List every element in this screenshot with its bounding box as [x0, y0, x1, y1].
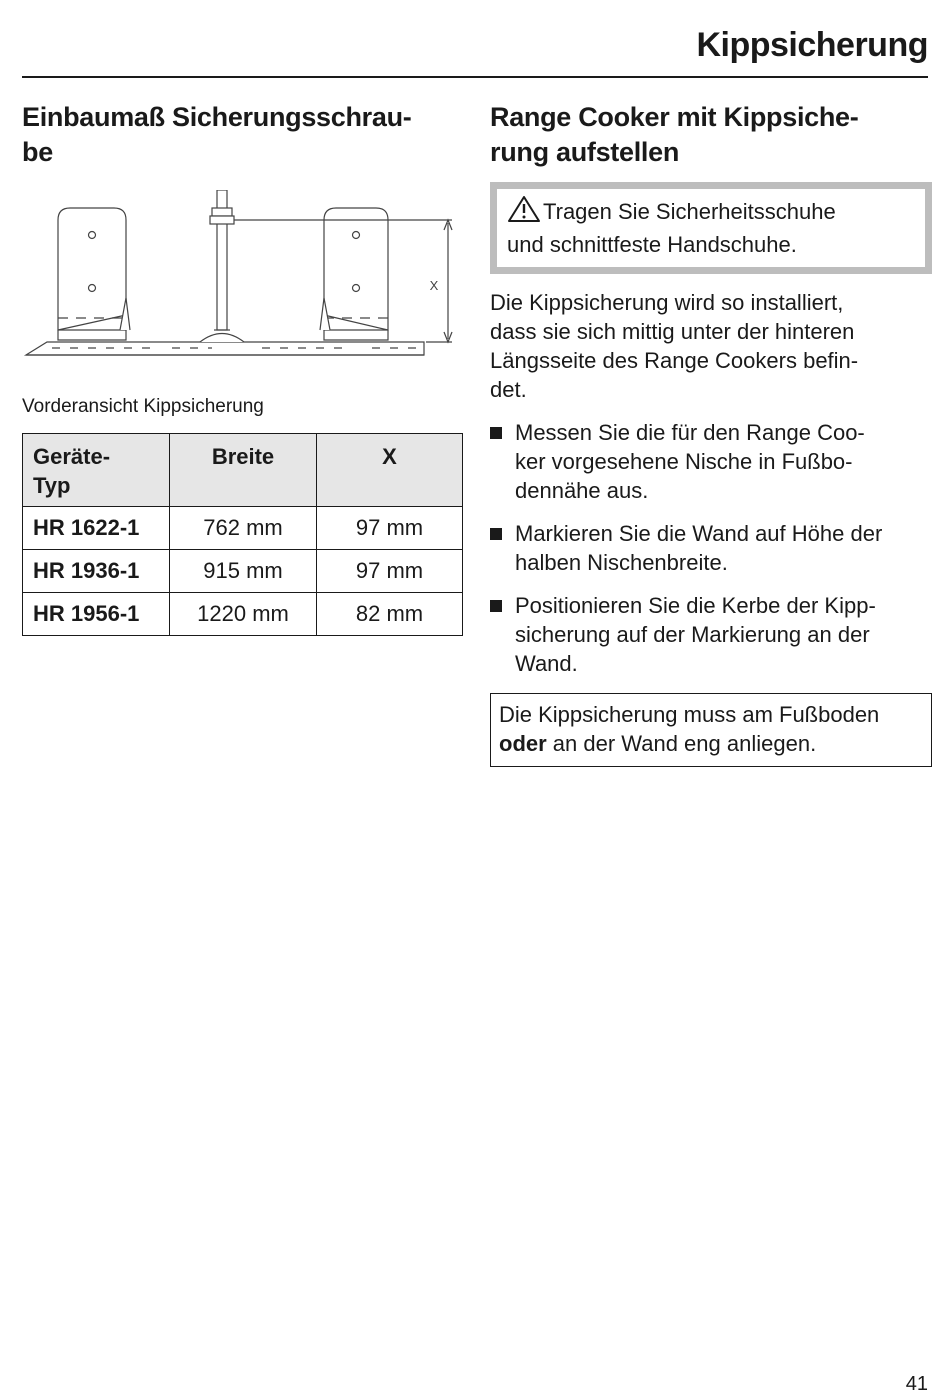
intro-paragraph: Die Kippsicherung wird so installiert, dass sie sich mittig unter der hinteren Längsseite des Range Cookers befin- det. [490, 290, 859, 402]
page-title: Kippsicherung [696, 26, 928, 64]
left-column [22, 100, 464, 636]
tilt-guard-front-view-diagram [22, 190, 464, 380]
dimension-x-label: X [429, 278, 439, 293]
dimension-table [22, 433, 463, 636]
square-bullet-icon [490, 427, 502, 439]
list-item: Positionieren Sie die Kerbe der Kipp- sicherung auf der Markierung an der Wand. [490, 591, 932, 678]
section-heading-setup [490, 100, 932, 170]
cell-width: 915 mm [170, 550, 317, 593]
table-header-row [23, 434, 463, 507]
heading-line-2: rung aufstellen [490, 137, 680, 167]
section-heading-installation-dimension [22, 100, 464, 170]
column-header-type: Geräte- Typ [23, 434, 170, 507]
cell-width: 762 mm [170, 507, 317, 550]
cell-width: 1220 mm [170, 593, 317, 636]
column-header-width: Breite [170, 434, 317, 507]
warning-text-line-2: und schnittfeste Handschuhe. [507, 232, 797, 257]
column-header-x: X [317, 434, 463, 507]
table-row [23, 507, 463, 550]
cell-model: HR 1956-1 [23, 593, 170, 636]
table-row [23, 550, 463, 593]
figure-caption: Vorderansicht Kippsicherung [22, 396, 264, 417]
note-box: Die Kippsicherung muss am Fußboden oder an der Wand eng anliegen. [490, 693, 932, 767]
table-row [23, 593, 463, 636]
page-header [22, 26, 928, 78]
warning-triangle-icon [507, 195, 541, 230]
right-column [490, 100, 932, 767]
safety-warning-box [490, 182, 932, 274]
square-bullet-icon [490, 600, 502, 612]
square-bullet-icon [490, 528, 502, 540]
heading-line-2: be [22, 137, 53, 167]
cell-x: 97 mm [317, 507, 463, 550]
list-item: Messen Sie die für den Range Coo- ker vorgesehene Nische in Fußbo- dennähe aus. [490, 418, 932, 505]
heading-line-1: Einbaumaß Sicherungsschrau- [22, 102, 412, 132]
emphasis-text: oder [499, 731, 547, 756]
instruction-list [490, 418, 932, 678]
cell-model: HR 1622-1 [23, 507, 170, 550]
heading-line-1: Range Cooker mit Kippsiche- [490, 102, 859, 132]
page-number: 41 [905, 1373, 928, 1395]
cell-x: 97 mm [317, 550, 463, 593]
cell-x: 82 mm [317, 593, 463, 636]
list-item: Markieren Sie die Wand auf Höhe der halben Nischenbreite. [490, 519, 932, 577]
warning-text-line-1: Tragen Sie Sicherheitsschuhe [543, 199, 836, 224]
cell-model: HR 1936-1 [23, 550, 170, 593]
